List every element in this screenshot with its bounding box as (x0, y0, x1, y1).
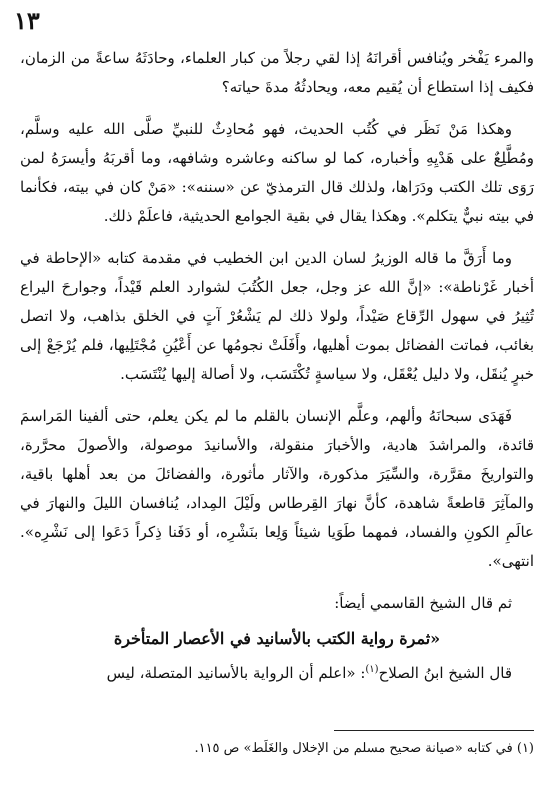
footnote: (١) في كتابه «صيانة صحيح مسلم من الإخلال والغَلَط» ص ١١٥. (194, 741, 534, 756)
footnote-divider (334, 730, 534, 731)
paragraph-6-prefix: قال الشيخ ابنُ الصلاح (378, 664, 512, 682)
page-number: ١٣ (14, 6, 40, 35)
paragraph-3: وما أَرَقَّ ما قاله الوزيرُ لسان الدين ابن الخطيب في مقدمة كتابه «الإحاطة في أخبار غَرْناطة»: «إنَّ الله عز وجل، جعل الكُتُبَ لشوارد العلم قَيْداً، وجوارحَ اليراع تُثِيرُ في سهول الرِّقاع صَيْداً، ولولا ذلك لم يَشْعُرْ آتٍ في الخلق بذاهب، ولا اتصل بغائب، فماتت الفضائل بموت أهليها، وأَفَلَتْ نجومُها عن أَعْيُنِ مُجْتَلِيها، فلم يُرْجَعْ إلى خبرٍ يُنقَل، ولا دليل يُعْقَل، ولا سياسةٍ تُكْتَسَب، ولا أصالة إليها يُنْتَسَب. (20, 249, 534, 383)
section-heading: «ثمرة رواية الكتب بالأسانيد في الأعصار المتأخرة (113, 629, 441, 648)
paragraph-6 (20, 655, 534, 688)
paragraph-1: والمرء يَفْخر ويُنافس أقرانَهُ إذا لقي رجلاً من كبار العلماء، وحادَثَهُ ساعةً من الزمان، فكيف إذا استطاع أن يُقيم معه، ويحادثُهُ مدةَ حياته؟ (20, 49, 534, 96)
paragraph-5: ثم قال الشيخ القاسمي أيضاً: (334, 594, 512, 612)
footnote-marker: (١) (365, 664, 379, 675)
paragraph-6-suffix: : «اعلم أن الرواية بالأسانيد المتصلة، ليس (106, 664, 366, 682)
paragraph-4: فَهَدَى سبحانَهُ وألهم، وعلَّم الإنسان بالقلم ما لم يكن يعلم، حتى ألفينا المَراسمَ قائدة، والمراشدَ هادية، والأخبارَ منقولة، والأسانيدَ موصولة، والأصولَ محرَّرة، والتواريخَ مقرَّرة، والسِّيَرَ مذكورة، والآثار مأثورة، والفضائلَ من بعد أهلها باقية، والمآثِرَ قاطعةً شاهدة، كأنَّ نهارَ القِرطاس ولَيْلَ المِداد، يُنافسان الليلَ والنهارَ في عالَمِ الكونِ والفساد، فمهما طَوَيا شيئاً وَلِعا بنَشْرِه، أو دَفَنا ذِكراً دَعَوا إلى نَشْرِه». انتهى». (20, 407, 534, 570)
paragraph-2: وهكذا مَنْ نَظَر في كُتُب الحديث، فهو مُحادِثٌ للنبيِّ صلَّى الله عليه وسلَّم، ومُطَّلِعٌ على هَدْيِهِ وأخباره، كما لو ساكنه وعاشره وشافهه، وما أقربَهُ وأيسرَهُ لمن رَوَى تلك الكتب ودَرَاها، ولذلك قال الترمذيّ عن «سننه»: «مَنْ كان في بيته، فكأنما في بيته نبيٌّ يتكلم». وهكذا يقال في بقية الجوامع الحديثية، فاعلَمْ ذلك. (20, 120, 534, 225)
body-text (20, 44, 534, 701)
